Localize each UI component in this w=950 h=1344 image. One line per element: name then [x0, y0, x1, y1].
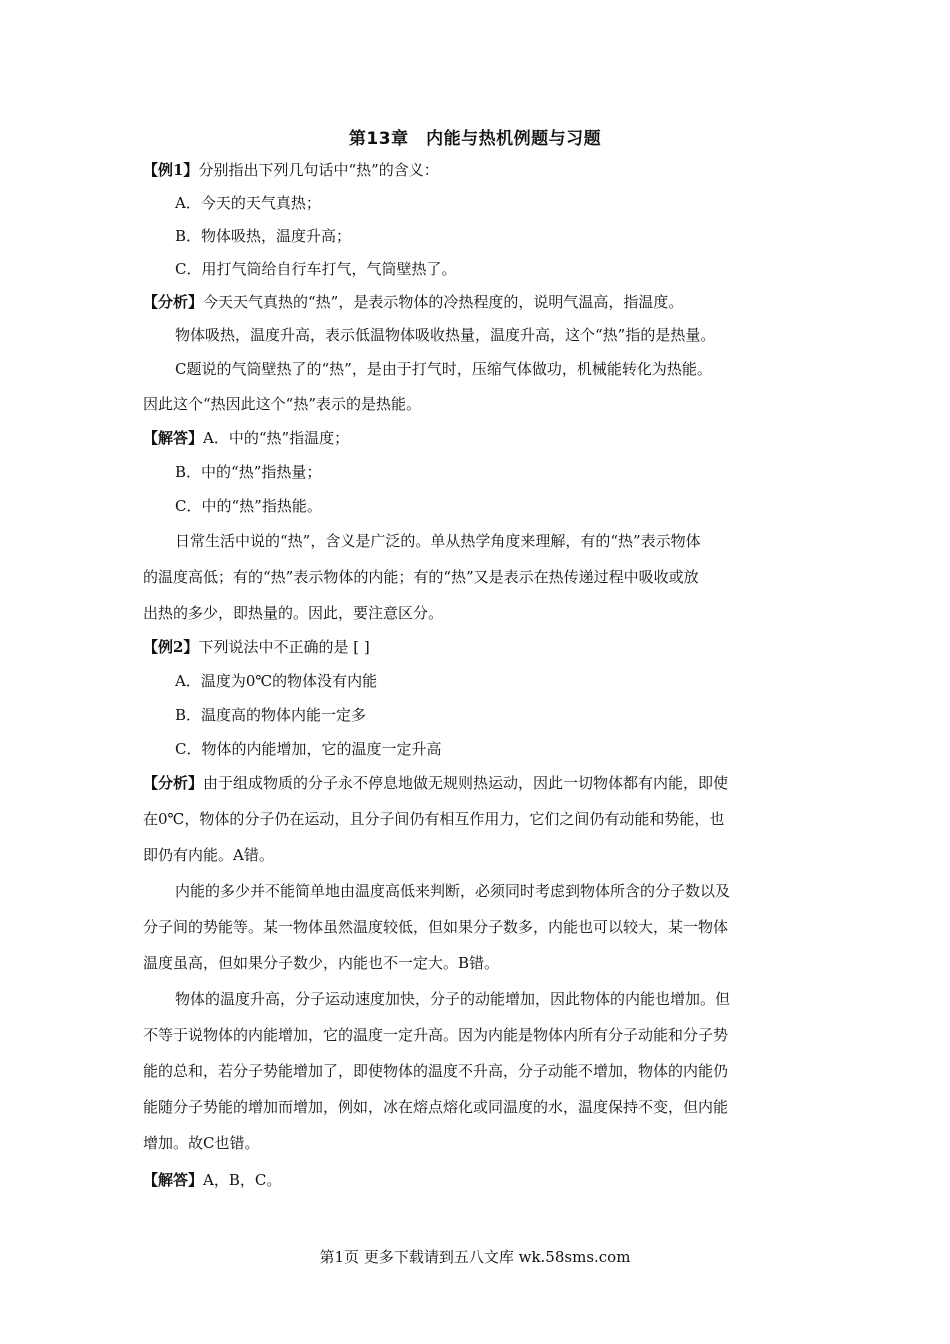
- example-2-label: 【例2】: [143, 638, 199, 656]
- analysis-2-p1-line-3: 即仍有内能。A错。: [143, 846, 274, 864]
- analysis-2-p1-line-2: 在0℃，物体的分子仍在运动，且分子间仍有相互作用力，它们之间仍有动能和势能，也: [143, 810, 725, 828]
- analysis-1-label: 【分析】: [143, 293, 204, 311]
- analysis-2-p3-line-4: 能随分子势能的增加而增加，例如，冰在熔点熔化或同温度的水，温度保持不变，但内能: [143, 1098, 729, 1116]
- answer-2-label: 【解答】: [143, 1171, 204, 1189]
- answer-1-b: B．中的“热”指热量；: [175, 463, 322, 481]
- example-2-option-b: B．温度高的物体内能一定多: [175, 706, 367, 724]
- answer-1-note-line-2: 的温度高低；有的“热”表示物体的内能；有的“热”又是表示在热传递过程中吸收或放: [143, 568, 699, 586]
- analysis-2-p3-line-2: 不等于说物体的内能增加，它的温度一定升高。因为内能是物体内所有分子动能和分子势: [143, 1026, 729, 1044]
- example-2-question: 【例2】下列说法中不正确的是 [ ]: [143, 638, 370, 656]
- analysis-2-p3-line-3: 能的总和，若分子势能增加了，即使物体的温度不升高，分子动能不增加，物体的内能仍: [143, 1062, 729, 1080]
- analysis-2-p2-line-3: 温度虽高，但如果分子数少，内能也不一定大。B错。: [143, 954, 500, 972]
- answer-1-a: 【解答】A．中的“热”指温度；: [143, 429, 350, 447]
- analysis-2-label: 【分析】: [143, 774, 204, 792]
- analysis-1-p3-line-2: 因此这个“热因此这个“热”表示的是热能。: [143, 395, 422, 413]
- page-title: 第13章 内能与热机例题与习题: [348, 129, 602, 149]
- example-1-question: 【例1】分别指出下列几句话中“热”的含义：: [143, 161, 439, 179]
- example-2-option-a: A．温度为0℃的物体没有内能: [175, 672, 378, 690]
- answer-2: 【解答】A，B，C。: [143, 1171, 282, 1189]
- analysis-2-p3-line-1: 物体的温度升高，分子运动速度加快，分子的动能增加，因此物体的内能也增加。但: [175, 990, 731, 1008]
- analysis-1-p3-line-1: C题说的气筒壁热了的“热”，是由于打气时，压缩气体做功，机械能转化为热能。: [175, 360, 712, 378]
- example-2-option-c: C．物体的内能增加，它的温度一定升高: [175, 740, 442, 758]
- answer-1-note-line-3: 出热的多少，即热量的。因此，要注意区分。: [143, 604, 444, 622]
- answer-1-c: C．中的“热”指热能。: [175, 497, 322, 515]
- example-1-option-c: C．用打气筒给自行车打气，气筒壁热了。: [175, 260, 457, 278]
- example-1-label: 【例1】: [143, 161, 199, 179]
- answer-1-label: 【解答】: [143, 429, 204, 447]
- answer-1-note-line-1: 日常生活中说的“热”，含义是广泛的。单从热学角度来理解，有的“热”表示物体: [175, 532, 701, 550]
- analysis-2-p2-line-1: 内能的多少并不能简单地由温度高低来判断，必须同时考虑到物体所含的分子数以及: [175, 882, 731, 900]
- analysis-2-p2-line-2: 分子间的势能等。某一物体虽然温度较低，但如果分子数多，内能也可以较大，某一物体: [143, 918, 729, 936]
- analysis-1-p1: 【分析】今天天气真热的“热”，是表示物体的冷热程度的，说明气温高，指温度。: [143, 293, 684, 311]
- analysis-2-p1-line-1: 【分析】由于组成物质的分子永不停息地做无规则热运动，因此一切物体都有内能，即使: [143, 774, 729, 792]
- analysis-1-p2: 物体吸热，温度升高，表示低温物体吸收热量，温度升高，这个“热”指的是热量。: [175, 326, 716, 344]
- analysis-2-p3-line-5: 增加。故C也错。: [143, 1134, 260, 1152]
- example-1-option-a: A．今天的天气真热；: [175, 194, 321, 212]
- page-footer: 第1页 更多下载请到五八文库 wk.58sms.com: [319, 1248, 631, 1266]
- example-1-option-b: B．物体吸热，温度升高；: [175, 227, 352, 245]
